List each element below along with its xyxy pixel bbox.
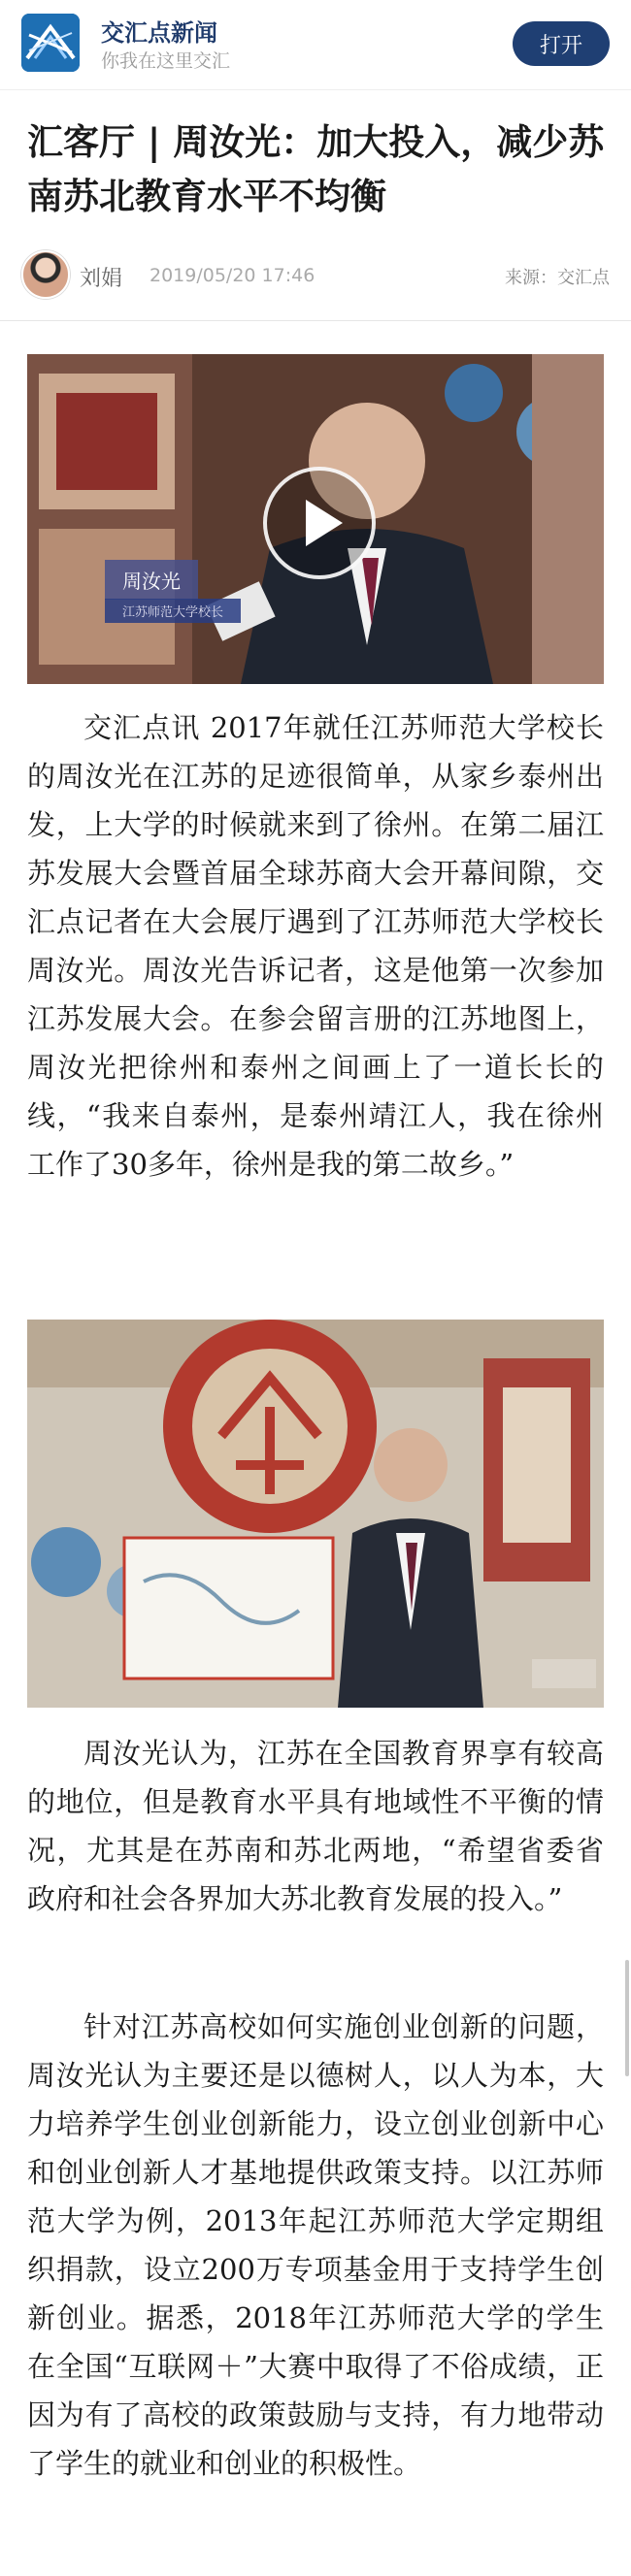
app-name: 交汇点新闻 (101, 19, 217, 47)
article-paragraph: 交汇点讯 2017年就任江苏师范大学校长的周汝光在江苏的足迹很简单，从家乡泰州出发，上大学的时候就来到了徐州。在第二届江苏发展大会暨首届全球苏商大会开幕间隙，交汇点记者在大会展厅遇到了江苏师范大学校长周汝光。周汝光告诉记者，这是他第一次参加江苏发展大会。在参会留言册的江苏地图上，周汝光把徐州和泰州之间画上了一道长长的线，“我来自泰州，是泰州靖江人，我在徐州工作了30多年，徐州是我的第二故乡。” (27, 711, 604, 1181)
author-name[interactable]: 刘娟 (80, 267, 123, 291)
play-icon (306, 500, 343, 546)
article-title: 汇客厅 | 周汝光：加大投入，减少苏南苏北教育水平不均衡 (27, 120, 605, 217)
article-meta (21, 250, 610, 305)
app-banner (0, 0, 631, 90)
app-logo-icon (21, 14, 80, 72)
app-slogan: 你我在这里交汇 (101, 50, 231, 72)
video-player[interactable] (27, 354, 604, 684)
video-caption-title: 江苏师范大学校长 (105, 599, 241, 623)
play-button[interactable] (263, 467, 376, 579)
article-paragraph: 周汝光认为，江苏在全国教育界享有较高的地位，但是教育水平具有地域性不平衡的情况，尤其是在苏南和苏北两地，“希望省委省政府和社会各界加大苏北教育发展的投入。” (27, 1737, 604, 1915)
article-paragraph: 针对江苏高校如何实施创业创新的问题，周汝光认为主要还是以德树人，以人为本，大力培养学生创业创新能力，设立创业创新中心和创业创新人才基地提供政策支持。以江苏师范大学为例，2013年起江苏师范大学定期组织捐款，设立200万专项基金用于支持学生创新创业。据悉，2018年江苏师范大学的学生在全国“互联网＋”大赛中取得了不俗成绩，正因为有了高校的政策鼓励与支持，有力地带动了学生的就业和创业的积极性。 (27, 2010, 604, 2480)
video-caption-name: 周汝光 (105, 560, 198, 600)
photo-image (27, 1320, 604, 1708)
article-photo (27, 1320, 604, 1708)
scrollbar[interactable] (625, 1960, 629, 2076)
article-source: 来源：交汇点 (505, 268, 610, 288)
author-avatar (21, 250, 70, 299)
open-app-button[interactable]: 打开 (513, 21, 610, 66)
header-divider (0, 320, 631, 321)
publish-time: 2019/05/20 17:46 (149, 265, 316, 286)
